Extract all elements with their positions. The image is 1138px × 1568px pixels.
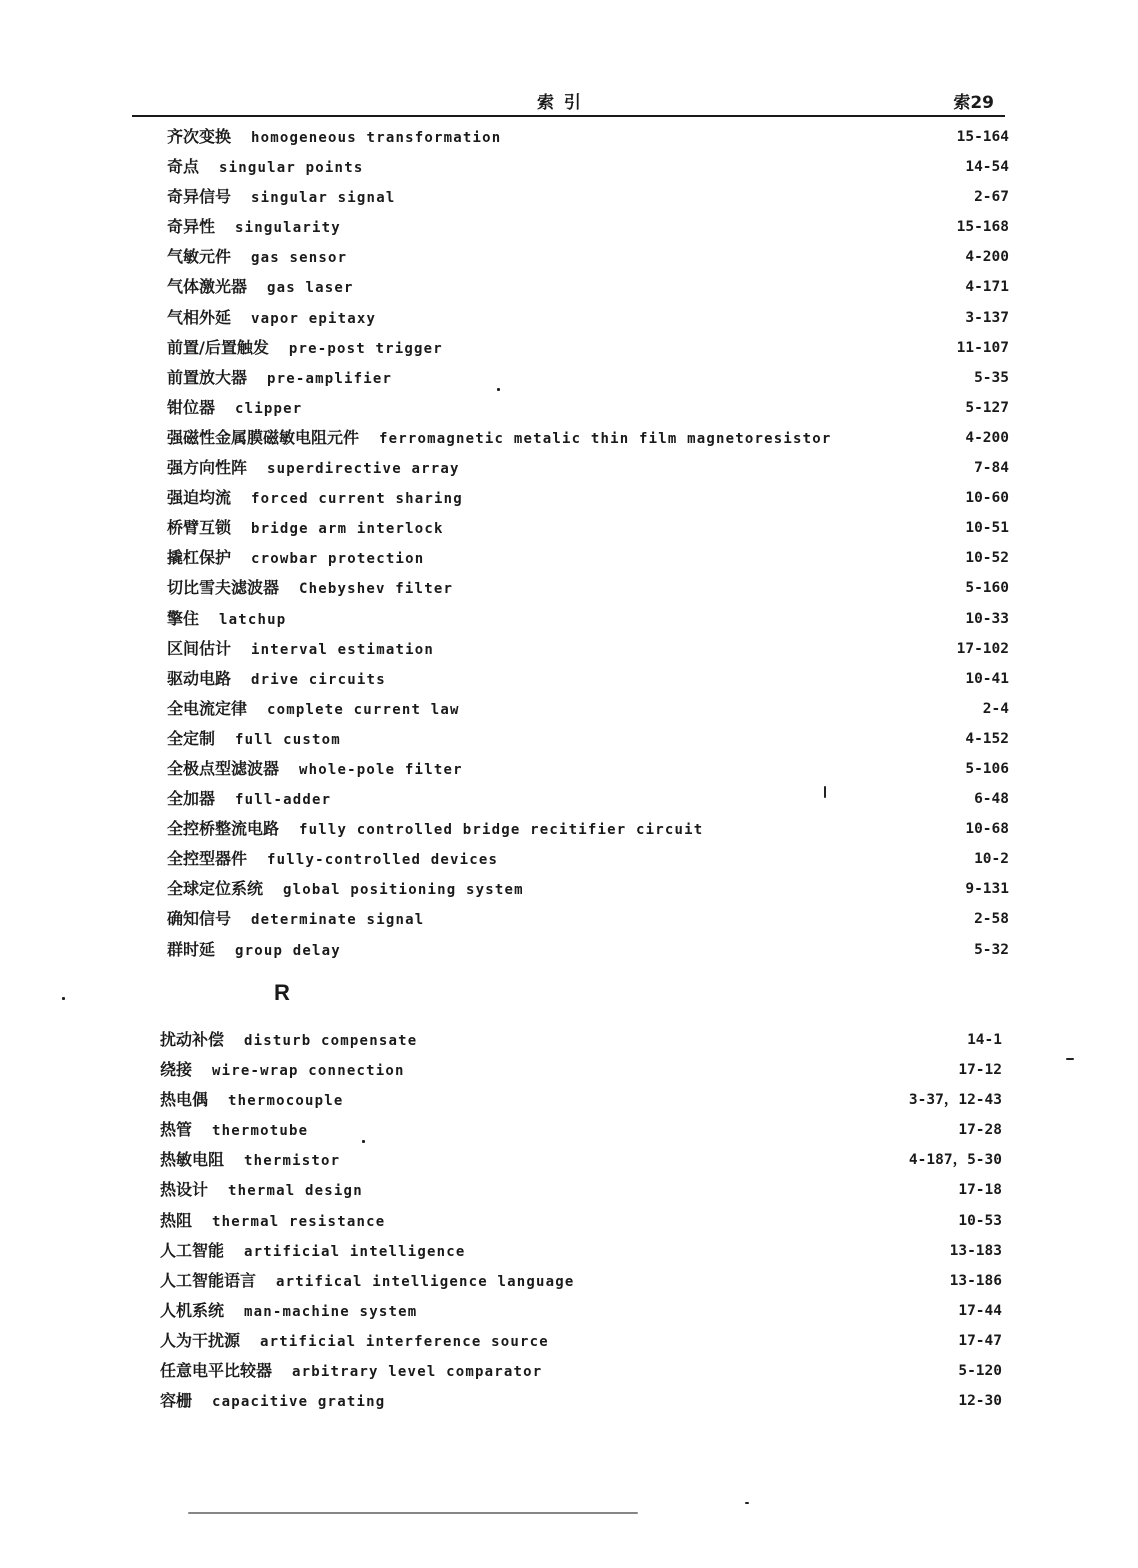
index-entry [167,513,1009,543]
entry-english-term: homogeneous transformation [251,130,502,146]
entry-english-term: thermal resistance [212,1213,386,1230]
scan-speck [62,997,65,1000]
entry-chinese-term: 撬杠保护 [167,548,232,568]
index-entry [167,453,1009,483]
index-entry [167,724,1009,754]
entry-english-term: wire-wrap connection [212,1063,405,1080]
entry-chinese-term: 钳位器 [167,397,216,417]
index-entry [167,212,1009,242]
entry-chinese-term: 人工智能 [160,1240,225,1260]
entry-english-term: crowbar protection [251,551,425,568]
entry-english-term: fully-controlled devices [267,852,499,869]
entry-page-reference: 13-183 [949,1242,1002,1259]
entry-page-reference: 2-67 [974,189,1009,206]
entry-chinese-term: 人工智能语言 [160,1270,257,1290]
entry-english-term: thermistor [244,1153,341,1170]
index-entry [160,1145,1002,1175]
entry-chinese-term: 全定制 [167,728,216,748]
entry-page-reference: 2-58 [974,911,1009,928]
entry-english-term: thermotube [212,1123,309,1140]
entry-english-term: clipper [235,400,303,417]
index-entry [160,1025,1002,1055]
index-entry [167,634,1009,664]
entry-page-reference: 7-84 [974,460,1009,477]
index-entry [167,182,1009,212]
index-entry [167,694,1009,724]
entry-chinese-term: 强迫均流 [167,488,232,508]
index-entry [167,754,1009,784]
index-entry [167,122,1009,152]
entry-page-reference: 5-120 [958,1363,1002,1380]
index-entry [167,784,1009,814]
index-entry [167,935,1009,965]
index-entry [167,904,1009,934]
entry-english-term: singular signal [251,190,396,207]
index-entry [167,303,1009,333]
entry-page-reference: 14-54 [965,159,1009,176]
entry-page-reference: 10-52 [965,550,1009,567]
index-entry [160,1055,1002,1085]
entry-english-term: latchup [219,611,287,628]
index-entry [160,1115,1002,1145]
scan-speck [188,1512,638,1514]
entry-page-reference: 6-48 [974,791,1009,808]
entry-chinese-term: 切比雪夫滤波器 [167,578,280,598]
entry-english-term: global positioning system [283,882,524,899]
entry-english-term: singularity [235,220,341,237]
entry-english-term: thermal design [228,1183,363,1200]
entry-chinese-term: 前置放大器 [167,367,248,387]
index-entry [167,543,1009,573]
index-entry [167,874,1009,904]
entry-page-reference: 13-186 [949,1272,1002,1289]
entry-page-reference: 4-187，5-30 [908,1152,1002,1169]
entry-page-reference: 15-164 [956,129,1009,145]
entry-english-term: singular points [219,160,364,177]
entry-english-term: bridge arm interlock [251,521,444,538]
entry-page-reference: 17-47 [958,1332,1002,1349]
entry-page-reference: 2-4 [982,700,1009,717]
entry-english-term: determinate signal [251,912,425,929]
entry-chinese-term: 全电流定律 [167,698,248,718]
entry-page-reference: 17-18 [958,1182,1002,1199]
scan-speck [745,1502,749,1504]
entry-chinese-term: 全控型器件 [167,849,248,869]
entry-english-term: artifical intelligence language [276,1273,575,1290]
entry-english-term: thermocouple [228,1093,344,1110]
entry-chinese-term: 气敏元件 [167,247,232,267]
index-entry [160,1266,1002,1296]
entry-chinese-term: 群时延 [167,939,216,959]
entry-english-term: arbitrary level comparator [292,1364,543,1381]
entry-english-term: disturb compensate [244,1033,418,1049]
entry-page-reference: 4-171 [965,279,1009,296]
entry-chinese-term: 前置/后置触发 [167,337,269,357]
entry-page-reference: 9-131 [965,881,1009,898]
entry-chinese-term: 全加器 [167,789,216,809]
index-entry [160,1236,1002,1266]
entry-chinese-term: 绕接 [160,1060,193,1080]
entry-english-term: forced current sharing [251,491,463,508]
entry-page-reference: 4-152 [965,730,1009,747]
header-rule [132,115,1005,117]
entry-chinese-term: 热电偶 [160,1090,209,1110]
entry-chinese-term: 齐次变换 [167,127,232,146]
entry-english-term: ferromagnetic metalic thin film magnetoresistor [379,430,832,447]
entry-chinese-term: 热设计 [160,1180,209,1200]
entry-page-reference: 3-137 [965,309,1009,326]
scan-speck [497,388,500,391]
index-entry [167,573,1009,603]
entry-chinese-term: 扰动补偿 [160,1030,225,1049]
scan-speck [1066,1058,1074,1060]
entry-page-reference: 5-127 [965,399,1009,416]
index-entry [160,1175,1002,1205]
index-section-q [167,122,1009,965]
entry-page-reference: 10-2 [974,851,1009,868]
entry-page-reference: 5-106 [965,760,1009,777]
entry-page-reference: 17-44 [958,1302,1002,1319]
entry-chinese-term: 擎住 [167,608,200,628]
entry-page-reference: 17-102 [956,640,1009,657]
entry-chinese-term: 驱动电路 [167,668,232,688]
page-number: 索29 [953,93,994,113]
entry-chinese-term: 气相外延 [167,307,232,327]
entry-chinese-term: 桥臂互锁 [167,518,232,538]
entry-english-term: vapor epitaxy [251,310,377,327]
entry-chinese-term: 奇点 [167,157,200,177]
entry-chinese-term: 热管 [160,1120,193,1140]
entry-chinese-term: 容栅 [160,1391,193,1411]
entry-page-reference: 17-12 [958,1062,1002,1079]
entry-page-reference: 5-32 [974,941,1009,958]
index-entry [167,363,1009,393]
index-entry [167,242,1009,272]
entry-english-term: interval estimation [251,641,434,658]
index-entry [167,333,1009,363]
entry-chinese-term: 强磁性金属膜磁敏电阻元件 [167,427,360,447]
entry-chinese-term: 全控桥整流电路 [167,819,280,839]
entry-english-term: Chebyshev filter [299,581,454,598]
index-entry [167,483,1009,513]
entry-english-term: artificial intelligence [244,1243,466,1260]
entry-chinese-term: 奇异性 [167,217,216,237]
entry-english-term: artificial interference source [260,1333,549,1350]
entry-english-term: complete current law [267,701,460,718]
entry-english-term: full-adder [235,792,332,809]
entry-page-reference: 4-200 [965,249,1009,266]
entry-english-term: gas laser [267,280,354,297]
entry-page-reference: 10-33 [965,610,1009,627]
index-entry [160,1085,1002,1115]
entry-page-reference: 10-41 [965,670,1009,687]
entry-page-reference: 4-200 [965,429,1009,446]
entry-english-term: full custom [235,731,341,748]
entry-page-reference: 10-51 [965,520,1009,537]
index-entry [167,152,1009,182]
index-section-r [160,1025,1002,1416]
entry-english-term: superdirective array [267,461,460,478]
entry-english-term: fully controlled bridge recitifier circuit [299,822,704,839]
entry-chinese-term: 奇异信号 [167,187,232,207]
entry-chinese-term: 人为干扰源 [160,1330,241,1350]
index-entry [167,844,1009,874]
entry-chinese-term: 区间估计 [167,638,232,658]
index-entry [160,1386,1002,1416]
entry-chinese-term: 全球定位系统 [167,879,264,899]
running-title: 索 引 [537,93,583,113]
index-entry [167,814,1009,844]
entry-chinese-term: 确知信号 [167,909,232,929]
entry-page-reference: 17-28 [958,1122,1002,1139]
entry-page-reference: 3-37，12-43 [908,1092,1002,1109]
entry-chinese-term: 热阻 [160,1210,193,1230]
entry-english-term: pre-amplifier [267,370,393,387]
entry-chinese-term: 全极点型滤波器 [167,758,280,778]
index-entry [160,1356,1002,1386]
index-entry [160,1296,1002,1326]
entry-english-term: pre-post trigger [288,340,443,357]
entry-page-reference: 14-1 [967,1032,1002,1048]
index-entry [167,604,1009,634]
entry-page-reference: 10-53 [958,1212,1002,1229]
entry-english-term: drive circuits [251,671,386,688]
entry-chinese-term: 强方向性阵 [167,458,248,478]
index-entry [167,272,1009,302]
entry-page-reference: 5-160 [965,580,1009,597]
entry-page-reference: 11-107 [956,339,1009,356]
entry-chinese-term: 热敏电阻 [160,1150,225,1170]
scan-speck [362,1140,365,1143]
entry-page-reference: 10-60 [965,490,1009,507]
index-entry [167,423,1009,453]
entry-page-reference: 10-68 [965,821,1009,838]
entry-chinese-term: 任意电平比较器 [160,1361,273,1381]
entry-english-term: man-machine system [244,1303,418,1320]
entry-page-reference: 15-168 [956,219,1009,236]
entry-english-term: group delay [235,942,341,959]
index-entry [160,1326,1002,1356]
entry-chinese-term: 气体激光器 [167,277,248,297]
index-entry [167,393,1009,423]
section-letter-r: R [274,980,290,1005]
entry-english-term: capacitive grating [212,1394,386,1411]
running-head [132,88,994,112]
entry-page-reference: 5-35 [974,369,1009,386]
scan-speck [824,786,826,798]
entry-english-term: gas sensor [251,250,348,267]
entry-chinese-term: 人机系统 [160,1300,225,1320]
index-entry [167,664,1009,694]
entry-page-reference: 12-30 [958,1393,1002,1410]
index-entry [160,1206,1002,1236]
entry-english-term: whole-pole filter [299,761,463,778]
